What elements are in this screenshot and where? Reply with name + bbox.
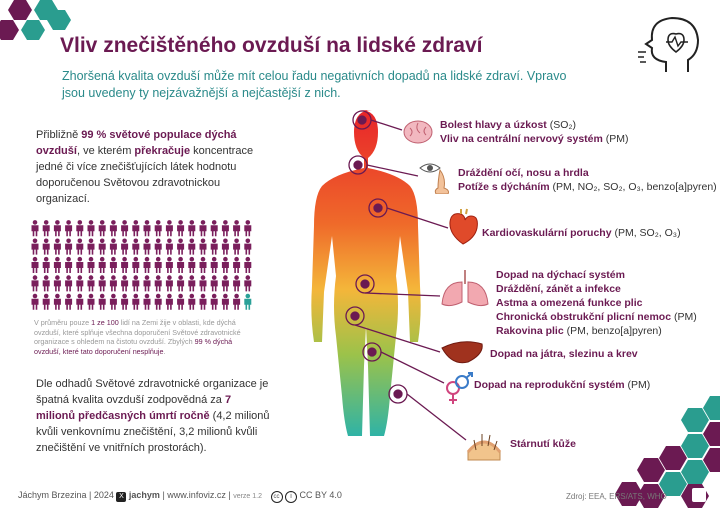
footer <box>18 490 342 503</box>
skin-icon <box>466 428 502 462</box>
effect-reproductive: Dopad na reprodukční systém (PM) <box>474 379 651 391</box>
footer-version: verze 1.2 <box>233 493 262 500</box>
heart-icon <box>448 208 478 246</box>
effect-eyes: Dráždění očí, nosu a hrdla Potíže s dýcháním (PM, NO₂, SO₂, O₃, benzo[a]pyren) <box>458 167 717 193</box>
footer-brand[interactable]: jachym <box>128 490 160 500</box>
footer-author: Jáchym Brzezina | 2024 <box>18 490 114 500</box>
liver-icon <box>440 340 484 366</box>
footer-site[interactable]: | www.infoviz.cz | <box>162 490 231 500</box>
effect-head: Bolest hlavy a úzkost (SO₂) Vliv na centrální nervový systém (PM) <box>440 119 629 145</box>
effect-skin: Stárnutí kůže <box>510 438 576 450</box>
intro-text: Přibližně 99 % světové populace dýchá ovzduší, ve kterém překračuje koncentrace jedné či více znečišťujících látek hodnotu doporučenou Světovou zdravotnickou organizací. <box>36 129 254 205</box>
sources: Zdroj: EEA, ERS/ATS, WHO <box>566 492 667 501</box>
deaths-text: Dle odhadů Světové zdravotnické organizace je špatná kvalita ovzduší zodpovědná za 7 milionů předčasných úmrtí ročně (4,2 milionů kvůli venkovnímu znečištění, 3,2 milionů kvůli znečištění ve vnitřních prostorách). <box>36 378 270 454</box>
effect-heart: Kardiovaskulární poruchy (PM, SO₂, O₃) <box>482 227 681 239</box>
cc-icon: cc <box>271 491 283 503</box>
by-icon: i <box>285 491 297 503</box>
eye-nose-icon <box>418 162 454 194</box>
gender-icon <box>444 372 474 406</box>
page-subtitle: Zhoršená kvalita ovzduší může mít celou řadu negativních dopadů na lidské zdraví. Vpravo jsou uvedeny ty nejzávažnější a nejčastější z nich. <box>62 69 567 100</box>
x-icon: X <box>116 492 126 502</box>
page-title: Vliv znečištěného ovzduší na lidské zdraví <box>60 34 483 57</box>
brain-icon <box>402 118 434 146</box>
lungs-icon <box>440 268 490 308</box>
note-text: V průměru pouze 1 ze 100 lidí na Zemi žije v oblasti, kde dýchá ovzduší, které splňuje všechna doporučení Světové zdravotnické organizace s ohledem na čistotu ovzduší. Zbylých 99 % dýchá ovzduší, které tato doporučení nesplňuje. <box>34 318 241 356</box>
footer-license: CC BY 4.0 <box>299 490 342 500</box>
effect-lungs: Dopad na dýchací systém Dráždění, zánět a infekce Astma a omezená funkce plic Chronická obstrukční plicní nemoc (PM) Rakovina plic (PM, benzo[a]pyren) <box>496 269 697 337</box>
effect-liver: Dopad na játra, slezinu a krev <box>490 348 638 360</box>
infoviz-logo-icon <box>692 488 706 502</box>
